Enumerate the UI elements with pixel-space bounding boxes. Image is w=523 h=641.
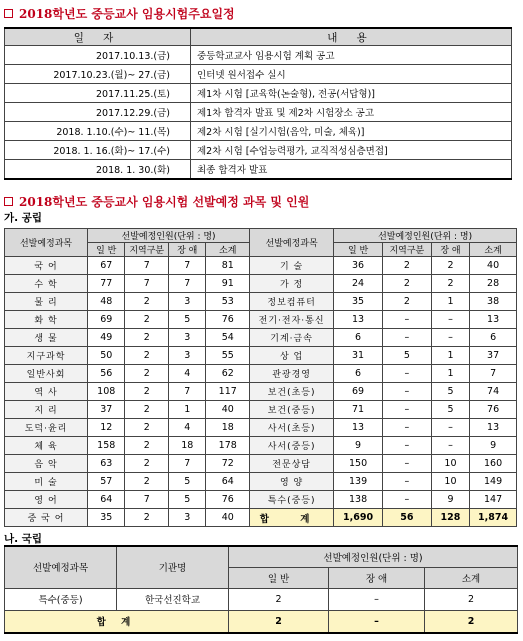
- value-regional: 5: [382, 347, 431, 365]
- value-general: 48: [88, 293, 125, 311]
- schedule-header-row: [5, 28, 512, 46]
- schedule-table: [4, 27, 512, 180]
- schedule-row: [5, 46, 512, 65]
- subject-name: 사서(초등): [250, 419, 334, 437]
- value-disabled: 4: [169, 365, 206, 383]
- national-label: 나. 국립: [4, 533, 43, 545]
- value-disabled: –: [431, 419, 469, 437]
- value-disabled: 3: [169, 509, 206, 527]
- subject-name: 보건(초등): [250, 383, 334, 401]
- subject-name: 전문상담: [250, 455, 334, 473]
- national-total-disabled: –: [329, 610, 425, 633]
- subject-name: 기계·금속: [250, 329, 334, 347]
- value-disabled: 5: [169, 491, 206, 509]
- value-subtotal: 40: [470, 257, 517, 275]
- value-disabled: –: [431, 437, 469, 455]
- public-row: [5, 419, 517, 437]
- value-general: 139: [334, 473, 383, 491]
- schedule-content: 제2차 시험 [수업능력평가, 교직적성심층면접]: [191, 141, 512, 160]
- public-total-disabled: 128: [431, 509, 469, 527]
- subject-name: 미 술: [5, 473, 88, 491]
- value-disabled: 5: [431, 383, 469, 401]
- subject-name: 생 물: [5, 329, 88, 347]
- value-general: 36: [334, 257, 383, 275]
- public-label: 가. 공립: [4, 212, 43, 224]
- value-subtotal: 76: [206, 311, 250, 329]
- value-subtotal: 40: [206, 509, 250, 527]
- value-subtotal: 81: [206, 257, 250, 275]
- value-subtotal: 40: [206, 401, 250, 419]
- checkbox-square-icon: [4, 9, 13, 18]
- value-regional: –: [382, 419, 431, 437]
- public-row: [5, 257, 517, 275]
- value-subtotal: 76: [206, 491, 250, 509]
- value-regional: 2: [382, 293, 431, 311]
- value-general: 158: [88, 437, 125, 455]
- value-disabled: 7: [169, 257, 206, 275]
- value-regional: 2: [125, 455, 169, 473]
- schedule-date: 2017.10.13.(금): [5, 46, 191, 65]
- schedule-date: 2017.12.29.(금): [5, 103, 191, 122]
- schedule-row: [5, 84, 512, 103]
- public-row: [5, 401, 517, 419]
- public-row: [5, 509, 517, 527]
- value-disabled: 1: [431, 293, 469, 311]
- national-header-subtotal: 소계: [425, 567, 518, 588]
- schedule-date: 2017.11.25.(토): [5, 84, 191, 103]
- value-disabled: 10: [431, 473, 469, 491]
- national-header-disabled: 장 애: [329, 567, 425, 588]
- subject-name: 지구과학: [5, 347, 88, 365]
- schedule-heading: [4, 5, 235, 22]
- value-regional: 2: [125, 401, 169, 419]
- national-disabled: –: [329, 588, 425, 610]
- checkbox-square-icon: [4, 197, 13, 206]
- value-general: 37: [88, 401, 125, 419]
- public-row: [5, 437, 517, 455]
- subject-name: 체 육: [5, 437, 88, 455]
- national-header-institution: 기관명: [117, 546, 229, 588]
- value-regional: –: [382, 455, 431, 473]
- value-subtotal: 54: [206, 329, 250, 347]
- value-disabled: 3: [169, 347, 206, 365]
- value-disabled: 1: [169, 401, 206, 419]
- value-disabled: 3: [169, 293, 206, 311]
- value-subtotal: 28: [470, 275, 517, 293]
- value-subtotal: 64: [206, 473, 250, 491]
- value-general: 63: [88, 455, 125, 473]
- header-general: 일 반: [334, 243, 383, 257]
- schedule-date: 2017.10.23.(월)~ 27.(금): [5, 65, 191, 84]
- value-general: 31: [334, 347, 383, 365]
- subject-name: 상 업: [250, 347, 334, 365]
- value-general: 50: [88, 347, 125, 365]
- schedule-content: 제1차 합격자 발표 및 제2차 시험장소 공고: [191, 103, 512, 122]
- value-subtotal: 6: [470, 329, 517, 347]
- subject-name: 특수(중등): [250, 491, 334, 509]
- public-total-subtotal: 1,874: [470, 509, 517, 527]
- value-regional: 2: [125, 329, 169, 347]
- value-disabled: 9: [431, 491, 469, 509]
- value-general: 71: [334, 401, 383, 419]
- value-general: 108: [88, 383, 125, 401]
- subject-name: 음 악: [5, 455, 88, 473]
- value-subtotal: 178: [206, 437, 250, 455]
- value-general: 13: [334, 419, 383, 437]
- value-subtotal: 147: [470, 491, 517, 509]
- subjects-heading-text: 2018학년도 중등교사 임용시험 선발예정 과목 및 인원: [19, 195, 310, 209]
- value-regional: –: [382, 401, 431, 419]
- value-general: 69: [334, 383, 383, 401]
- value-regional: 2: [125, 509, 169, 527]
- public-total-general: 1,690: [334, 509, 383, 527]
- value-regional: –: [382, 383, 431, 401]
- value-regional: –: [382, 491, 431, 509]
- value-subtotal: 38: [470, 293, 517, 311]
- public-row: [5, 491, 517, 509]
- value-regional: –: [382, 311, 431, 329]
- schedule-date: 2018. 1. 30.(화): [5, 160, 191, 180]
- public-row: [5, 365, 517, 383]
- value-subtotal: 74: [470, 383, 517, 401]
- schedule-row: [5, 141, 512, 160]
- value-regional: 2: [125, 419, 169, 437]
- subject-name: 영 어: [5, 491, 88, 509]
- subject-name: 물 리: [5, 293, 88, 311]
- value-disabled: 7: [169, 455, 206, 473]
- value-disabled: 2: [431, 275, 469, 293]
- subject-name: 전기·전자·통신: [250, 311, 334, 329]
- public-header-row-1: [5, 229, 517, 243]
- subject-name: 중 국 어: [5, 509, 88, 527]
- public-row: [5, 455, 517, 473]
- national-total-row: [5, 610, 518, 633]
- schedule-date: 2018. 1.10.(수)~ 11.(목): [5, 122, 191, 141]
- schedule-row: [5, 122, 512, 141]
- value-general: 77: [88, 275, 125, 293]
- value-regional: 2: [125, 473, 169, 491]
- national-institution: 한국선진학교: [117, 588, 229, 610]
- schedule-content: 인터넷 원서접수 실시: [191, 65, 512, 84]
- national-header-subject: 선발예정과목: [5, 546, 117, 588]
- header-subtotal: 소계: [470, 243, 517, 257]
- value-regional: 2: [125, 311, 169, 329]
- public-header-subject-right: 선발예정과목: [250, 229, 334, 257]
- national-subject: 특수(중등): [5, 588, 117, 610]
- value-disabled: 5: [431, 401, 469, 419]
- value-subtotal: 62: [206, 365, 250, 383]
- subject-name: 지 리: [5, 401, 88, 419]
- subject-name: 관광경영: [250, 365, 334, 383]
- value-regional: 7: [125, 257, 169, 275]
- value-disabled: 5: [169, 473, 206, 491]
- value-disabled: 2: [431, 257, 469, 275]
- schedule-date: 2018. 1. 16.(화)~ 17.(수): [5, 141, 191, 160]
- national-header-group: 선발예정인원(단위 : 명): [229, 546, 518, 567]
- value-regional: 7: [125, 491, 169, 509]
- national-header-row-1: [5, 546, 518, 567]
- subject-name: 사서(중등): [250, 437, 334, 455]
- national-row: [5, 588, 518, 610]
- public-total-label: 합 계: [250, 509, 334, 527]
- public-row: [5, 473, 517, 491]
- value-disabled: 7: [169, 383, 206, 401]
- value-regional: –: [382, 365, 431, 383]
- value-general: 9: [334, 437, 383, 455]
- subject-name: 국 어: [5, 257, 88, 275]
- subjects-heading: [4, 193, 309, 210]
- value-regional: 2: [382, 257, 431, 275]
- header-regional: 지역구분: [382, 243, 431, 257]
- public-row: [5, 347, 517, 365]
- value-disabled: 7: [169, 275, 206, 293]
- header-subtotal: 소계: [206, 243, 250, 257]
- value-general: 35: [88, 509, 125, 527]
- national-total-general: 2: [229, 610, 329, 633]
- public-row: [5, 275, 517, 293]
- header-regional: 지역구분: [125, 243, 169, 257]
- national-general: 2: [229, 588, 329, 610]
- value-general: 64: [88, 491, 125, 509]
- value-regional: –: [382, 473, 431, 491]
- value-general: 35: [334, 293, 383, 311]
- value-general: 56: [88, 365, 125, 383]
- national-table: [4, 545, 518, 634]
- value-subtotal: 76: [470, 401, 517, 419]
- value-subtotal: 117: [206, 383, 250, 401]
- value-disabled: –: [431, 329, 469, 347]
- value-disabled: 1: [431, 365, 469, 383]
- value-regional: 2: [125, 365, 169, 383]
- schedule-content: 제1차 시험 [교육학(논술형), 전공(서답형)]: [191, 84, 512, 103]
- value-subtotal: 37: [470, 347, 517, 365]
- value-subtotal: 55: [206, 347, 250, 365]
- subject-name: 수 학: [5, 275, 88, 293]
- public-header-subject-left: 선발예정과목: [5, 229, 88, 257]
- value-subtotal: 7: [470, 365, 517, 383]
- schedule-content: 제2차 시험 [실기시험(음악, 미술, 체육)]: [191, 122, 512, 141]
- public-header-group-right: 선발예정인원(단위 : 명): [334, 229, 517, 243]
- subject-name: 정보컴퓨터: [250, 293, 334, 311]
- value-disabled: 1: [431, 347, 469, 365]
- value-disabled: 18: [169, 437, 206, 455]
- value-subtotal: 18: [206, 419, 250, 437]
- schedule-row: [5, 65, 512, 84]
- value-general: 67: [88, 257, 125, 275]
- schedule-header-date: 일 자: [5, 28, 191, 46]
- schedule-content: 최종 합격자 발표: [191, 160, 512, 180]
- header-disabled: 장 애: [431, 243, 469, 257]
- value-general: 150: [334, 455, 383, 473]
- header-disabled: 장 애: [169, 243, 206, 257]
- value-subtotal: 13: [470, 419, 517, 437]
- national-header-general: 일 반: [229, 567, 329, 588]
- public-header-group-left: 선발예정인원(단위 : 명): [88, 229, 250, 243]
- subject-name: 보건(중등): [250, 401, 334, 419]
- schedule-heading-text: 2018학년도 중등교사 임용시험주요일정: [19, 7, 235, 21]
- public-row: [5, 293, 517, 311]
- value-disabled: 3: [169, 329, 206, 347]
- public-row: [5, 383, 517, 401]
- value-general: 6: [334, 365, 383, 383]
- value-disabled: –: [431, 311, 469, 329]
- value-subtotal: 53: [206, 293, 250, 311]
- value-subtotal: 13: [470, 311, 517, 329]
- national-subtotal: 2: [425, 588, 518, 610]
- subject-name: 기 술: [250, 257, 334, 275]
- header-general: 일 반: [88, 243, 125, 257]
- value-general: 57: [88, 473, 125, 491]
- subject-name: 화 학: [5, 311, 88, 329]
- schedule-header-content: 내 용: [191, 28, 512, 46]
- subject-name: 역 사: [5, 383, 88, 401]
- public-total-regional: 56: [382, 509, 431, 527]
- value-subtotal: 91: [206, 275, 250, 293]
- subject-name: 도덕·윤리: [5, 419, 88, 437]
- public-row: [5, 329, 517, 347]
- national-total-label: 합 계: [5, 610, 229, 633]
- value-general: 12: [88, 419, 125, 437]
- value-subtotal: 72: [206, 455, 250, 473]
- value-general: 69: [88, 311, 125, 329]
- value-regional: 2: [125, 383, 169, 401]
- value-regional: 2: [125, 437, 169, 455]
- value-general: 24: [334, 275, 383, 293]
- value-general: 138: [334, 491, 383, 509]
- value-regional: –: [382, 437, 431, 455]
- subject-name: 일반사회: [5, 365, 88, 383]
- value-disabled: 4: [169, 419, 206, 437]
- national-total-subtotal: 2: [425, 610, 518, 633]
- value-disabled: 10: [431, 455, 469, 473]
- value-regional: 2: [382, 275, 431, 293]
- value-subtotal: 149: [470, 473, 517, 491]
- value-regional: –: [382, 329, 431, 347]
- public-table: [4, 228, 517, 527]
- value-regional: 2: [125, 293, 169, 311]
- value-subtotal: 160: [470, 455, 517, 473]
- public-row: [5, 311, 517, 329]
- subject-name: 가 정: [250, 275, 334, 293]
- schedule-row: [5, 103, 512, 122]
- value-subtotal: 9: [470, 437, 517, 455]
- schedule-content: 중등학교교사 임용시험 계획 공고: [191, 46, 512, 65]
- subject-name: 영 양: [250, 473, 334, 491]
- value-regional: 2: [125, 347, 169, 365]
- value-regional: 7: [125, 275, 169, 293]
- value-general: 6: [334, 329, 383, 347]
- schedule-row: [5, 160, 512, 180]
- value-general: 13: [334, 311, 383, 329]
- value-general: 49: [88, 329, 125, 347]
- value-disabled: 5: [169, 311, 206, 329]
